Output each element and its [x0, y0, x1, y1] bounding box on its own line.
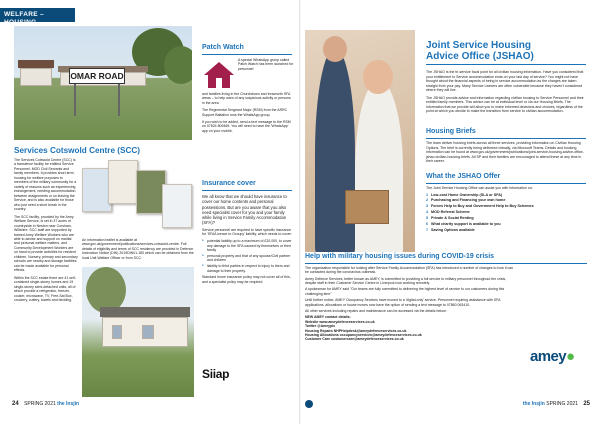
list-item: ● potential liability up to a maximum of £20,000, to cover any damage to the SFA caused by themselves or their family — [202, 239, 294, 252]
what-jshao-offer-body — [426, 186, 588, 234]
patch-watch-paragraph: The Regimental Sergeant Major (RSM) from the ARRC Support Battalion runs the WhatsApp group. — [202, 108, 288, 117]
housing-briefs-body: The team deliver housing briefs across all three services, providing information on Civilian Housing Options. The brief is currently being delivered virtually, via Microsoft Teams. Details and booking information can be found at www.gov.uk/government/publications/joint-service-housing-advice-office-jshao-civilian-housing-briefs. All SP and their families are encouraged to attend these at any time in their career. — [426, 141, 584, 164]
housing-allocations-email[interactable]: Housing Allocations occupancyservices@ameydefenceservices.co.uk — [305, 333, 422, 338]
covid-paragraph: A spokesman for AMEY said "Our teams are fully committed to delivering the highest level of service to our customers during this challenging time" — [305, 287, 505, 296]
offer-intro: The Joint Service Housing Office can assist you with information on: — [426, 186, 533, 190]
covid-title: Help with military housing issues during COVID-19 crisis — [305, 253, 495, 260]
insurance-paragraph: Service personnel are required to have specific insurance for 'SFA/Licence to Occupy' liability, which needs to cover: — [202, 228, 292, 237]
covid-paragraph: Amey Defence Services, better known as AMEY, is committed to providing a full service to military personnel throughout the crisis, despite staff in their Customer Service Centre in Liverpool now working remotely. — [305, 276, 507, 285]
list-item: 4 MOD Referral Scheme — [426, 210, 470, 215]
divider — [305, 263, 587, 264]
insurance-body — [202, 194, 294, 287]
new-contact-heading: NEW AMEY contact details: — [305, 315, 351, 320]
title-line: Advice Office (JSHAO) — [426, 51, 534, 62]
insurance-title: Insurance cover — [202, 180, 256, 187]
insurance-lead: We all know that we should have insurance to cover our home contents and personal possessions. But are you aware that you also need specialist cover for you and your family while living in Service Family Accommodation (SFA)? — [202, 194, 287, 226]
page-number: 24 — [12, 401, 19, 407]
leaflet-caption: An information leaflet is available at www.gov.uk/government/publications/services-cotswold-centre. Full details of eligibility and terms of SCC residency are provided in Defence Instruction Notice (DIN) 2019DIN01-180 which can be obtained from the local Unit Welfare Officer or from SCC. — [82, 238, 194, 260]
website-link[interactable]: Website www.ameydefenceservices.co.uk — [305, 319, 375, 324]
covid-paragraph: All other services including repairs and maintenance can be accessed via the details below: — [305, 309, 447, 313]
covid-paragraph: Until further notice, AMEY Occupancy Services have moved to a 'digital-only' service. Personnel requiring assistance with SFA applications, allocations or house moves now have the option of sending a text message to 07860 063410. — [305, 298, 501, 307]
scc-paragraph: The SCC facility, provided by the Army Welfare Service, is set in 37 acres of countryside in Neston near Corsham, Wiltshire. SCC staff are supported by trained Army Welfare Workers who are able to advise and support on marital and personal welfare matters, and Community Development Workers are on hand to provide activities for resident children. Nursery, primary and secondary schools are nearby and storage facilities can be made available for personal effects. — [14, 214, 78, 273]
section-header: WELFARE – HOUSING — [0, 8, 75, 22]
couple-moving-photo — [305, 30, 415, 252]
list-item: 3 Forces Help to Buy and Government Help to Buy Schemes — [426, 204, 534, 209]
amey-logo: amey● — [530, 348, 575, 365]
list-item: ● liability to third parties in respect to injury to them and damage to their property. — [202, 264, 294, 273]
jshao-body — [426, 70, 588, 117]
list-item: 2 Purchasing and Financing your own home — [426, 198, 506, 203]
siaap-logo: Siiap — [202, 367, 246, 385]
jshao-paragraph: The JSHAO is the tri-service focal point for all civilian housing information. Have you considered that your entitlement to Service accommodation ends on your last day of service? You might not have thought about the financial aspects of being in service accommodation as the charges are taken straight from your pay. Many Service Leavers are often vulnerable because they haven't considered where they will live. — [426, 70, 584, 93]
omar-road-photo — [14, 26, 192, 140]
divider — [426, 183, 586, 184]
right-footer — [420, 401, 590, 409]
jshao-paragraph: The JSHAO provide advice and information regarding civilian housing to Service Personnel and their entitled family members. This advice can be at individual level or via our Housing Briefs. The information that we provide will allow you to make informed decisions and choices, regardless of the point at which you decide to make the transition from service to civilian accommodation. — [426, 95, 584, 114]
covid-body — [305, 266, 515, 342]
issue-label: SPRING 2021 — [546, 401, 578, 407]
list-item: 5 Private & Social Renting — [426, 216, 474, 221]
patch-watch-paragraph: and families living in the Churchdown and Innsworth SFA areas – to help warn of any suspicious activity or persons in the area. — [202, 92, 291, 105]
house-icon — [202, 60, 236, 90]
scc-title: Services Cotswold Centre (SCC) — [14, 146, 141, 155]
scc-homes-photo — [82, 267, 194, 397]
twitter-handle[interactable]: Twitter @Ameyplc — [305, 324, 336, 329]
street-sign: OMAR ROAD — [69, 68, 125, 84]
covid-section — [305, 253, 589, 391]
scc-paragraph: The Services Cotswold Centre (SCC) is a transience facility for entitled Service Personnel, MOD Civil Servants and family members. It provides short-term housing for welfare purposes to members of the military community for a variety of reasons such as experiencing estrangement, needing accommodation between assignments or on leaving the Service, and is also available for those who just need a short break in the country. — [14, 158, 77, 212]
list-item: ● personal property and that of any spouse/Civil partner and children — [202, 254, 294, 263]
divider — [202, 54, 292, 55]
divider — [426, 138, 586, 139]
patch-watch-title: Patch Watch — [202, 44, 244, 51]
magazine-name: the Insjin — [57, 401, 80, 407]
magazine-name: the Insjin — [522, 401, 545, 407]
housing-repairs-email[interactable]: Housing Repairs NHPHelpdesk@ameydefenceservices.co.uk — [305, 328, 407, 333]
scc-paragraph: Within the SCC estate there are 41 self-contained single-storey homes and 19 single-storey semi-detached units, all of which provide a refrigerator, freezer, cooker, microwave, TV, Free-Sat Box, crockery, cutlery, towels and bedding. — [14, 275, 76, 303]
patch-watch-body — [202, 92, 294, 136]
covid-paragraph: The organisation responsible for looking after Service Family Accommodation (SFA) has introduced a number of changes to how it can be contacted during the coronavirus outbreak. — [305, 265, 514, 275]
insurance-list — [202, 239, 294, 273]
scc-body — [14, 158, 78, 306]
what-jshao-offer-title: What the JSHAO Offer — [426, 173, 501, 180]
magazine-badge-icon — [305, 400, 313, 408]
patch-watch-paragraph: If you wish to be added, send a text message to the RSM on 07824 809469. You will need to have the 'WhatsApp' app on your mobile. — [202, 119, 291, 133]
list-item: 1 Low-cost Home Ownership (SLA or SFA) — [426, 192, 503, 197]
offer-list — [426, 193, 588, 233]
list-item: 6 What charity support is available to you — [426, 222, 501, 227]
divider — [202, 190, 292, 191]
insurance-paragraph: Standard home insurance policy may not cover all of this, and a specialist policy may be required. — [202, 275, 291, 284]
patch-watch-intro: A special WhatsApp group called Patch Watch has been launched for personnel — [238, 58, 294, 71]
title-line: Joint Service Housing — [426, 40, 532, 51]
page-number: 25 — [583, 401, 590, 407]
issue-label: SPRING 2021 — [24, 401, 56, 407]
list-item: 7 Saving Options available — [426, 228, 475, 233]
housing-briefs-title: Housing Briefs — [426, 128, 476, 135]
jshao-title — [426, 40, 590, 62]
left-footer — [12, 401, 192, 409]
customer-care-email[interactable]: Customer Care customercare@ameydefenceservices.co.uk — [305, 337, 404, 342]
leaflet-images — [82, 160, 194, 230]
divider — [426, 64, 586, 65]
